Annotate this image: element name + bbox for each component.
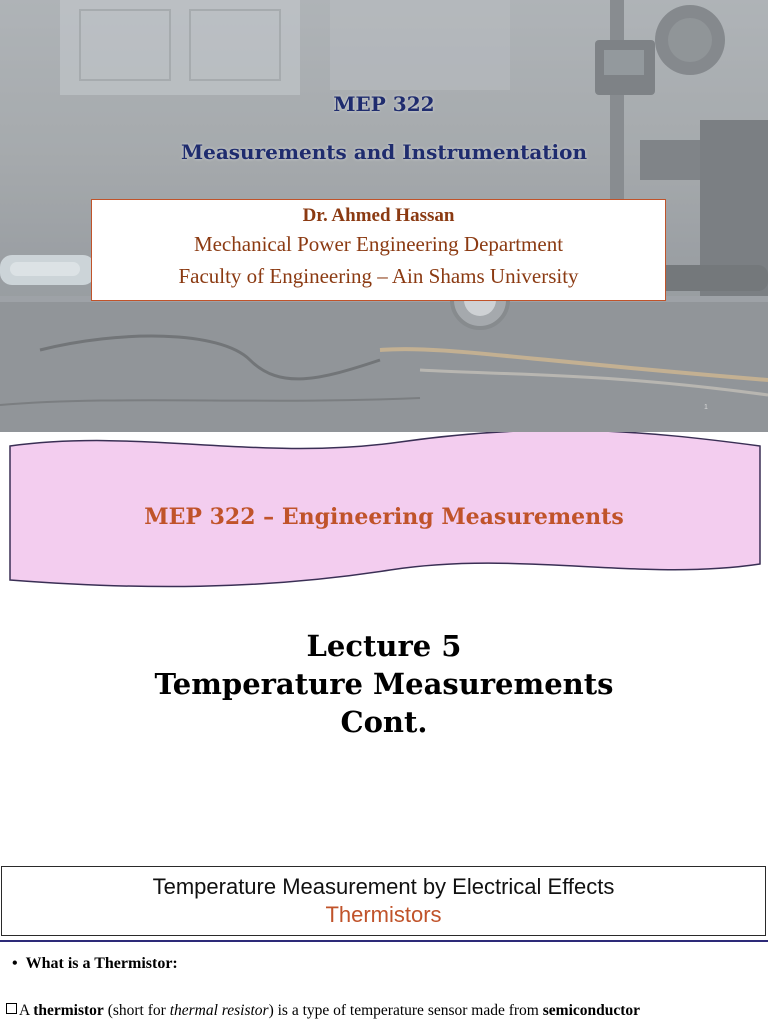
section-divider bbox=[0, 940, 768, 942]
bullet-heading bbox=[12, 955, 178, 973]
faculty-name: Faculty of Engineering – Ain Shams University bbox=[178, 264, 579, 288]
lecture-heading bbox=[0, 627, 768, 741]
body-middle: ) is a type of temperature sensor made from bbox=[268, 1002, 543, 1019]
title-slide bbox=[0, 0, 768, 432]
body-short-term: thermal resistor bbox=[169, 1002, 269, 1019]
section-subtitle: Thermistors bbox=[325, 902, 442, 927]
bullet-heading-text: What is a Thermistor: bbox=[25, 955, 178, 972]
course-title: Measurements and Instrumentation bbox=[180, 140, 588, 164]
body-paragraph bbox=[6, 1002, 640, 1020]
body-material: semiconductor bbox=[542, 1002, 641, 1019]
lecture-title-slide bbox=[0, 432, 768, 864]
lecture-number: Lecture 5 bbox=[306, 629, 462, 663]
slide-page-number: 1 bbox=[704, 404, 708, 411]
lecture-topic: Temperature Measurements bbox=[154, 667, 614, 701]
lecture-topic-cont: Cont. bbox=[340, 705, 428, 739]
banner-title: MEP 322 – Engineering Measurements bbox=[144, 504, 624, 530]
body-term: thermistor bbox=[33, 1002, 104, 1019]
section-title: Temperature Measurement by Electrical Effects bbox=[152, 874, 615, 899]
course-code: MEP 322 bbox=[333, 92, 435, 116]
department-name: Mechanical Power Engineering Department bbox=[193, 232, 564, 256]
body-prefix: A bbox=[19, 1002, 34, 1019]
checkbox-bullet-icon bbox=[6, 1003, 17, 1014]
bullet-dot-icon: • bbox=[12, 955, 18, 972]
instructor-info-box bbox=[91, 199, 666, 301]
body-short-open: (short for bbox=[103, 1002, 170, 1019]
section-header-box bbox=[1, 866, 766, 936]
instructor-name: Dr. Ahmed Hassan bbox=[302, 205, 455, 226]
